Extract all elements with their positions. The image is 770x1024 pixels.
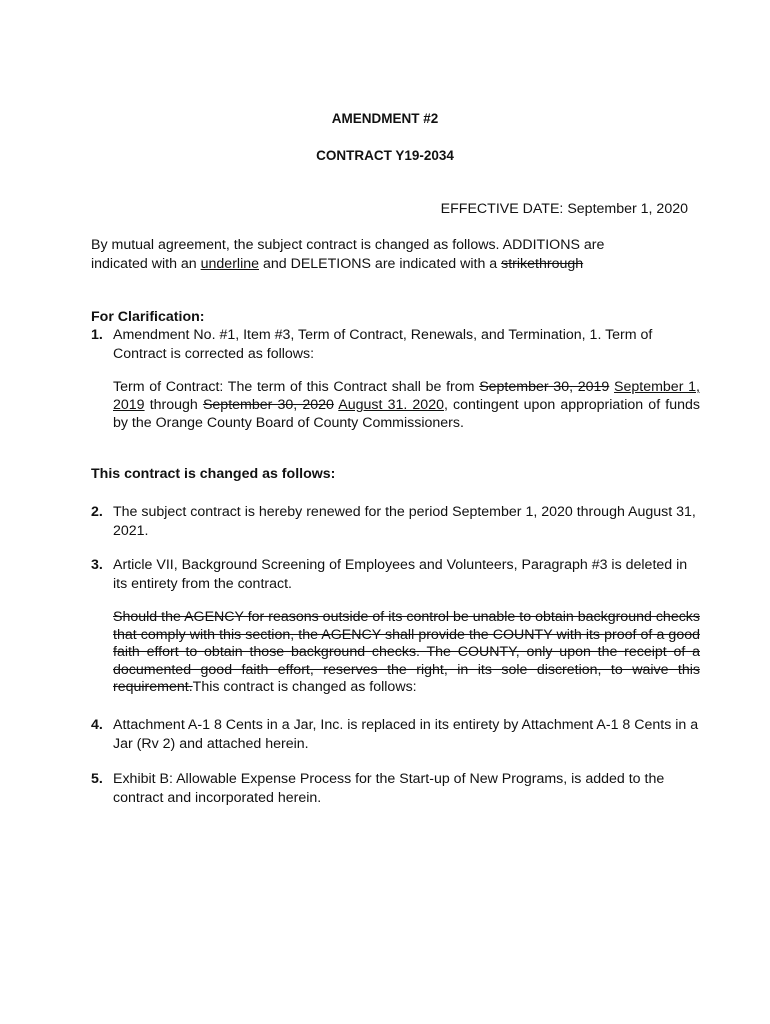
item-number: 2. (91, 504, 103, 520)
intro-text: By mutual agreement, the subject contract is changed as follows. ADDITIONS are indicated with an (91, 237, 605, 272)
deleted-text: Should the AGENCY for reasons outside of its control be unable to obtain background checks that comply with this section, the AGENCY shall provide the COUNTY with its proof of a good faith effort to obtain those background checks. The COUNTY, only upon the receipt of a documented good faith effort, reserves the right, in its sole discretion, to waive this requirement. (113, 609, 700, 695)
added-end-date: August 31. 2020 (338, 397, 444, 413)
effective-date: EFFECTIVE DATE: September 1, 2020 (440, 201, 688, 217)
contract-title: CONTRACT Y19-2034 (316, 148, 454, 163)
amendment-title: AMENDMENT #2 (331, 111, 439, 126)
term-suffix: , contingent upon appropriation of funds by the Orange County Board of County Commissioners. (113, 397, 700, 431)
clarification-heading: For Clarification: (91, 309, 205, 325)
strikethrough-example: strikethrough (501, 255, 584, 272)
deleted-paragraph (113, 609, 700, 697)
changes-heading: This contract is changed as follows: (91, 466, 336, 482)
item-number: 1. (91, 327, 103, 343)
item-number: 3. (91, 557, 103, 573)
item-number: 4. (91, 717, 103, 733)
term-prefix: Term of Contract: The term of this Contract shall be from (113, 379, 480, 395)
list-item-3 (91, 556, 703, 593)
item-text: Exhibit B: Allowable Expense Process for the Start-up of New Programs, is added to the contract and incorporated herein. (113, 771, 665, 806)
intro-text-mid: and DELETIONS are indicated with a (259, 255, 502, 272)
trailing-text: This contract is changed as follows: (192, 679, 417, 695)
deleted-end-date: September 30, 2020 (202, 397, 334, 413)
list-item-4 (91, 716, 703, 753)
term-through: through (144, 397, 203, 413)
list-item-1 (91, 326, 703, 363)
item-text: Amendment No. #1, Item #3, Term of Contract, Renewals, and Termination, 1. Term of Contract is corrected as follows: (113, 327, 653, 362)
list-item-2 (91, 503, 703, 540)
item-number: 5. (91, 771, 103, 787)
item-text: The subject contract is hereby renewed for the period September 1, 2020 through August 31, 2021. (113, 504, 696, 539)
intro-paragraph (91, 236, 651, 273)
term-of-contract-paragraph (113, 378, 700, 432)
added-start-date: September 1, 2019 (113, 379, 700, 413)
item-text: Attachment A-1 8 Cents in a Jar, Inc. is replaced in its entirety by Attachment A-1 8 Cents in a Jar (Rv 2) and attached herein. (113, 717, 699, 752)
underline-example: underline (200, 255, 260, 272)
deleted-start-date: September 30, 2019 (479, 379, 610, 395)
list-item-5 (91, 770, 703, 807)
item-text: Article VII, Background Screening of Employees and Volunteers, Paragraph #3 is deleted in its entirety from the contract. (113, 557, 688, 592)
